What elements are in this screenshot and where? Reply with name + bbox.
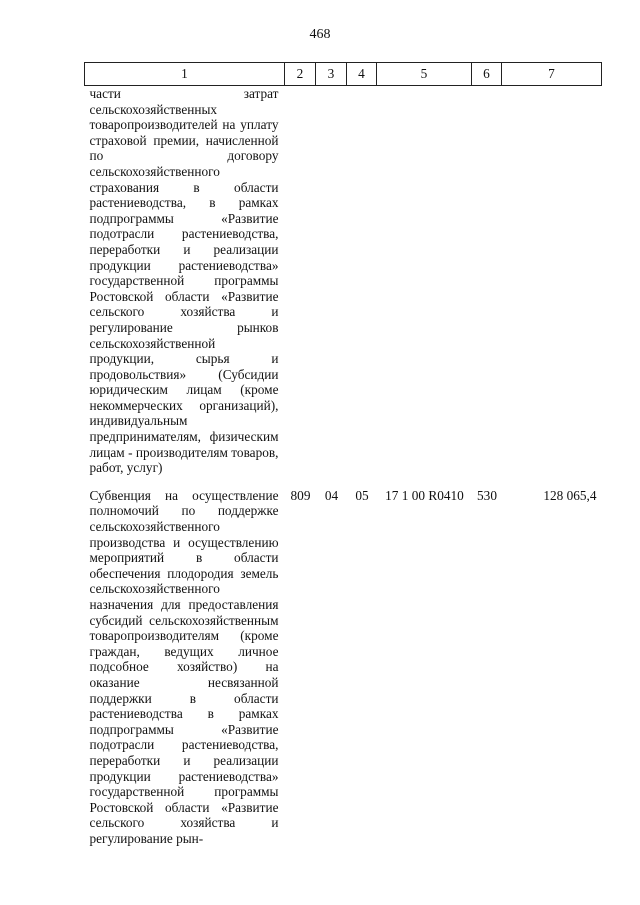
row-target-article [377, 86, 472, 484]
row-amount [502, 86, 602, 484]
header-col-4: 4 [347, 63, 377, 86]
row-section-code: 04 [324, 487, 339, 503]
row-target-article: 17 1 00 R0410 [385, 487, 464, 503]
row-ministry-code: 809 [290, 487, 311, 503]
row-section-code [316, 86, 347, 484]
header-col-2: 2 [285, 63, 316, 86]
table-row [85, 484, 602, 847]
row-ministry-code [285, 86, 316, 484]
header-col-5: 5 [377, 63, 472, 86]
table-row [85, 86, 602, 484]
header-col-1: 1 [85, 63, 285, 86]
row-expense-type [472, 86, 502, 484]
budget-table [84, 62, 602, 847]
page-number: 468 [309, 27, 331, 42]
table-header-row [85, 63, 602, 86]
header-col-3: 3 [316, 63, 347, 86]
row-description: части затрат сельскохозяйственных товаропроизводителей на уплату страховой премии, начисленной по договору сельскохозяйственного страхования в области растениеводства, в рамках подпрограммы «Развитие подотрасли растениеводства, переработки и реализации продукции растениеводства» государственной программы Ростовской области «Развитие сельского хозяйства и регулирование рынков сельскохозяйственной продукции, сырья и продовольствия» (Субсидии юридическим лицам (кроме некоммерческих организаций), индивидуальным предпринимателям, физическим лицам - производителям товаров, работ, услуг) [89, 86, 279, 476]
row-amount: 128 065,4 [543, 487, 597, 503]
row-subsection-code [347, 86, 377, 484]
row-description: Субвенция на осуществление полномочий по поддержке сельскохозяйственного производства и осуществлению мероприятий в области обеспечения плодородия земель сельскохозяйственного назначения для предоставления субсидий сельскохозяйственным товаропроизводителям (кроме граждан, ведущих личное подсобное хозяйство) на оказание несвязанной поддержки в области растениеводства в рамках подпрограммы «Развитие подотрасли растениеводства, переработки и реализации продукции растениеводства» государственной программы Ростовской области «Развитие сельского хозяйства и регулирование рын- [89, 487, 279, 846]
header-col-7: 7 [502, 63, 602, 86]
row-expense-type: 530 [477, 487, 497, 503]
row-subsection-code: 05 [355, 487, 369, 503]
header-col-6: 6 [472, 63, 502, 86]
